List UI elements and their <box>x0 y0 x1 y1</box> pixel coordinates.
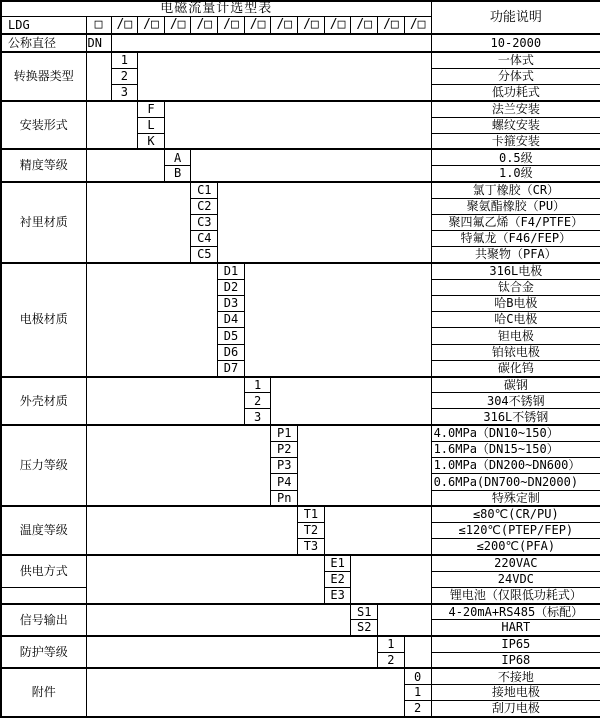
value-cell: 4.0MPa（DN10~150） <box>431 425 600 441</box>
model-slot-box: /□ <box>191 16 218 34</box>
spacer-cell <box>138 52 431 101</box>
model-slot-box: /□ <box>138 16 165 34</box>
value-cell: 哈C电极 <box>431 312 600 328</box>
value-cell: ≤200℃(PFA) <box>431 539 600 555</box>
code-cell: L <box>138 117 165 133</box>
code-cell: D6 <box>218 344 245 360</box>
model-slot-box: /□ <box>218 16 245 34</box>
code-cell: T1 <box>298 506 325 522</box>
code-cell: D7 <box>218 360 245 376</box>
code-cell: DN <box>86 34 111 52</box>
spacer-cell <box>244 263 431 377</box>
section-label-temperature-rating: 温度等级 <box>1 506 86 555</box>
value-cell: 法兰安装 <box>431 101 600 117</box>
section-label-converter-type: 转换器类型 <box>1 52 86 101</box>
value-cell: HART <box>431 620 600 636</box>
value-cell: 螺纹安装 <box>431 117 600 133</box>
value-cell: 0.5级 <box>431 149 600 165</box>
spacer-cell <box>324 506 431 555</box>
model-slot-box: /□ <box>351 16 378 34</box>
model-slot-box: /□ <box>271 16 298 34</box>
code-cell: P3 <box>271 458 298 474</box>
value-cell: ≤120℃(PTEP/FEP) <box>431 522 600 538</box>
code-cell: 1 <box>378 636 405 652</box>
spacer-cell <box>86 52 111 101</box>
value-cell: 0.6MPa(DN700~DN2000) <box>431 474 600 490</box>
spacer-cell <box>86 555 324 604</box>
spacer-cell <box>351 555 431 604</box>
section-label-protection-rating: 防护等级 <box>1 636 86 668</box>
code-cell: E3 <box>324 587 351 603</box>
value-cell: 4-20mA+RS485（标配） <box>431 604 600 620</box>
code-cell: P1 <box>271 425 298 441</box>
spacer-cell <box>298 425 431 506</box>
code-cell: E2 <box>324 571 351 587</box>
value-cell: 316L电极 <box>431 263 600 279</box>
model-slot-box: /□ <box>378 16 405 34</box>
model-slot-box: /□ <box>164 16 191 34</box>
value-cell: 氯丁橡胶（CR） <box>431 182 600 198</box>
spacer-cell <box>164 101 431 150</box>
code-cell: C4 <box>191 231 218 247</box>
code-cell: B <box>164 166 191 182</box>
code-cell: D1 <box>218 263 245 279</box>
code-cell: 2 <box>244 393 271 409</box>
empty-label-cell <box>1 587 86 603</box>
model-slot-box: /□ <box>298 16 325 34</box>
code-cell: 1 <box>404 685 431 701</box>
value-cell: 共聚物（PFA） <box>431 247 600 263</box>
spacer-cell <box>86 425 271 506</box>
value-cell: 哈B电极 <box>431 295 600 311</box>
model-slot-box: /□ <box>111 16 138 34</box>
spacer-cell <box>86 604 351 636</box>
spacer-cell <box>86 377 244 426</box>
spacer-cell <box>86 636 378 668</box>
code-cell: 2 <box>378 652 405 668</box>
value-cell: 1.0级 <box>431 166 600 182</box>
section-label-housing-material: 外壳材质 <box>1 377 86 426</box>
code-cell: P4 <box>271 474 298 490</box>
code-cell: Pn <box>271 490 298 506</box>
value-cell: 24VDC <box>431 571 600 587</box>
code-cell: D2 <box>218 279 245 295</box>
code-cell: C1 <box>191 182 218 198</box>
value-cell: 1.0MPa（DN200~DN600） <box>431 458 600 474</box>
value-cell: 接地电极 <box>431 685 600 701</box>
code-cell: 2 <box>111 68 138 84</box>
code-cell: S2 <box>351 620 378 636</box>
section-label-signal-output: 信号输出 <box>1 604 86 636</box>
section-label-accessories: 附件 <box>1 668 86 717</box>
code-cell: C2 <box>191 198 218 214</box>
value-cell: 304不锈钢 <box>431 393 600 409</box>
code-cell: P2 <box>271 441 298 457</box>
spacer-cell <box>404 636 431 668</box>
page-title: 电磁流量计选型表 <box>1 1 431 16</box>
code-cell: A <box>164 149 191 165</box>
code-cell: T3 <box>298 539 325 555</box>
value-cell: IP65 <box>431 636 600 652</box>
value-cell: 一体式 <box>431 52 600 68</box>
spacer-cell <box>86 149 164 181</box>
spacer-cell <box>191 149 431 181</box>
section-label-electrode-material: 电极材质 <box>1 263 86 377</box>
code-cell: 1 <box>244 377 271 393</box>
code-cell: C5 <box>191 247 218 263</box>
spacer-cell <box>86 506 298 555</box>
value-cell: 聚四氟乙烯（F4/PTFE） <box>431 214 600 230</box>
code-cell: D4 <box>218 312 245 328</box>
value-cell: 特殊定制 <box>431 490 600 506</box>
spacer-cell <box>86 668 404 717</box>
value-cell: IP68 <box>431 652 600 668</box>
value-cell: 钽电极 <box>431 328 600 344</box>
value-cell: 刮刀电极 <box>431 701 600 717</box>
section-label-accuracy-class: 精度等级 <box>1 149 86 181</box>
code-cell: K <box>138 133 165 149</box>
model-prefix: LDG <box>1 16 86 34</box>
section-label-pressure-rating: 压力等级 <box>1 425 86 506</box>
section-label-nominal-diameter: 公称直径 <box>1 34 86 52</box>
value-cell: 不接地 <box>431 668 600 684</box>
spacer-cell <box>86 101 138 150</box>
value-cell: 聚氨酯橡胶（PU） <box>431 198 600 214</box>
code-cell: D5 <box>218 328 245 344</box>
value-cell: 卡箍安装 <box>431 133 600 149</box>
value-cell: 碳钢 <box>431 377 600 393</box>
section-label-power-supply: 供电方式 <box>1 555 86 587</box>
code-cell: F <box>138 101 165 117</box>
value-cell: 锂电池（仅限低功耗式） <box>431 587 600 603</box>
code-cell: 2 <box>404 701 431 717</box>
code-cell: E1 <box>324 555 351 571</box>
model-slot-box: /□ <box>244 16 271 34</box>
model-slot-box: /□ <box>324 16 351 34</box>
section-label-installation-type: 安装形式 <box>1 101 86 150</box>
function-description-header: 功能说明 <box>431 1 600 34</box>
code-cell: 1 <box>111 52 138 68</box>
code-cell: 3 <box>244 409 271 425</box>
code-cell: C3 <box>191 214 218 230</box>
value-cell: 铂铱电极 <box>431 344 600 360</box>
value-cell: 碳化钨 <box>431 360 600 376</box>
code-cell: D3 <box>218 295 245 311</box>
spacer-cell <box>378 604 432 636</box>
spacer-cell <box>111 34 431 52</box>
model-slot-box: /□ <box>404 16 431 34</box>
spacer-cell <box>218 182 431 263</box>
spacer-cell <box>86 182 191 263</box>
section-label-liner-material: 衬里材质 <box>1 182 86 263</box>
code-cell: 3 <box>111 85 138 101</box>
value-cell: 分体式 <box>431 68 600 84</box>
model-base-box: □ <box>86 16 111 34</box>
value-cell: 1.6MPa（DN15~150） <box>431 441 600 457</box>
value-cell: 特氟龙（F46/FEP） <box>431 231 600 247</box>
code-cell: 0 <box>404 668 431 684</box>
value-cell: 低功耗式 <box>431 85 600 101</box>
code-cell: S1 <box>351 604 378 620</box>
value-cell: 钛合金 <box>431 279 600 295</box>
spacer-cell <box>86 263 218 377</box>
value-cell: 10-2000 <box>431 34 600 52</box>
value-cell: 316L不锈钢 <box>431 409 600 425</box>
value-cell: ≤80℃(CR/PU) <box>431 506 600 522</box>
code-cell: T2 <box>298 522 325 538</box>
spacer-cell <box>271 377 431 426</box>
value-cell: 220VAC <box>431 555 600 571</box>
